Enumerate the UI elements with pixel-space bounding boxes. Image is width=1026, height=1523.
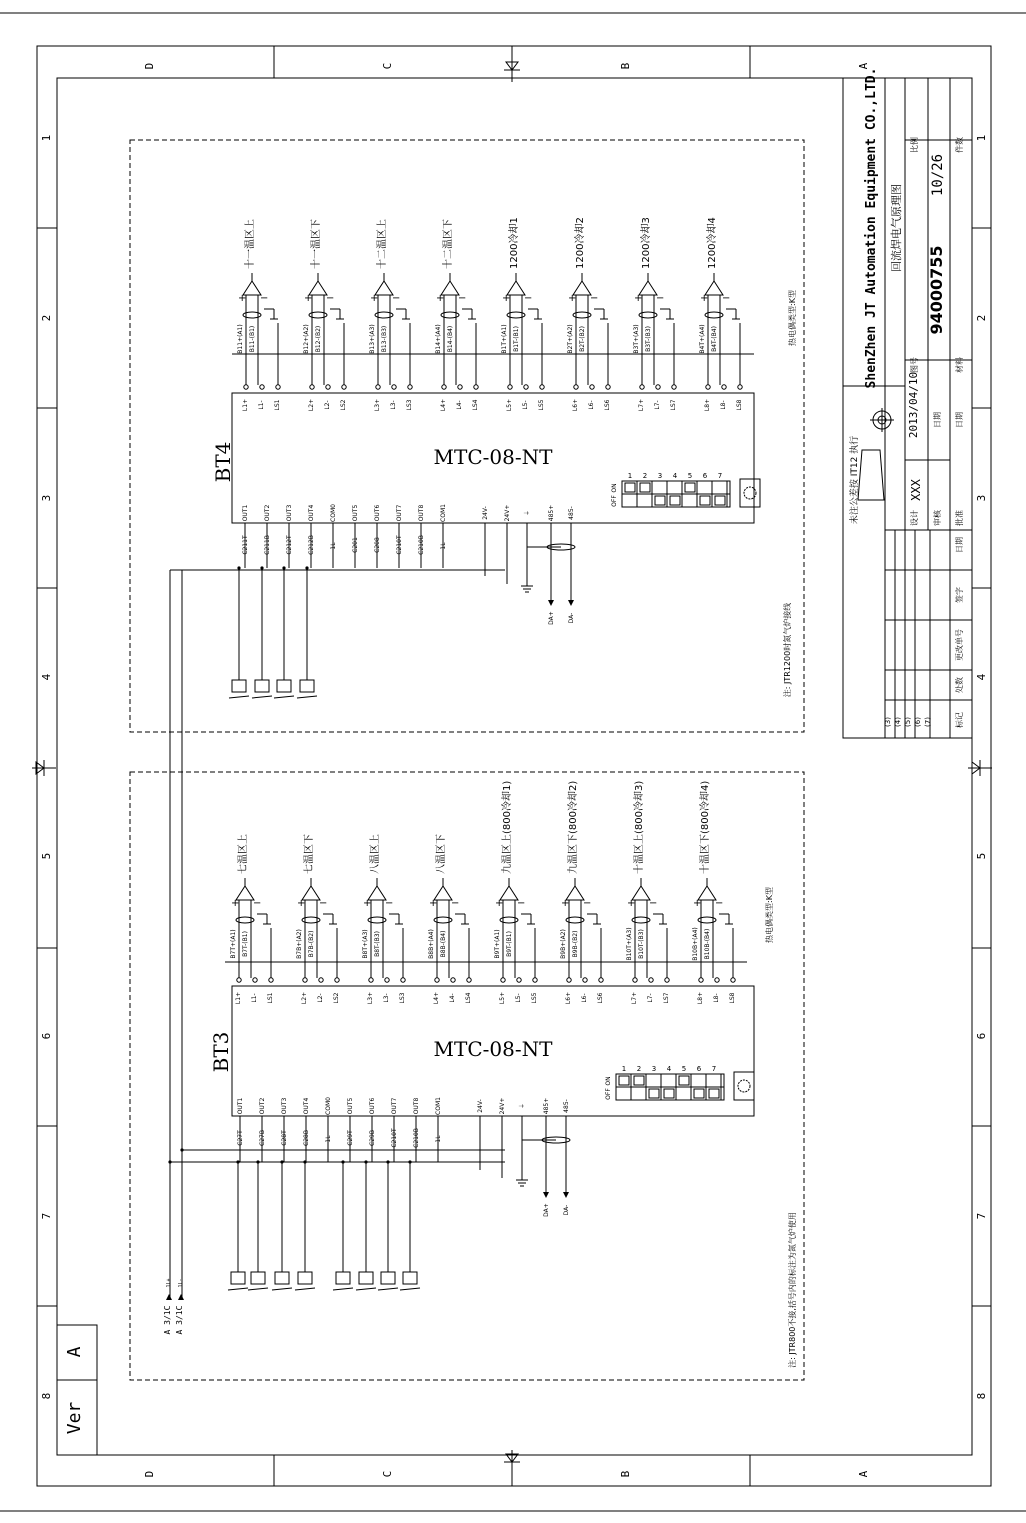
- wire-label: B2T+(A2): [567, 324, 574, 354]
- terminal-label: OUT3: [281, 1097, 288, 1115]
- terminal-label: LS2: [340, 399, 347, 411]
- output-wire-label: 1L-: [330, 540, 337, 550]
- terminal-label: 24V-: [477, 1099, 484, 1113]
- wire-label: B4T+(A4): [699, 324, 706, 354]
- terminal-label: L3+: [367, 991, 374, 1005]
- revision-marks: [884, 717, 932, 727]
- cross-reference: A 3/1C: [175, 1305, 184, 1335]
- qty-label: 件数: [955, 137, 964, 153]
- thermocouple-type-note: 热电偶类型:K型: [765, 887, 774, 943]
- zone-letter-b-bottom: B: [619, 1470, 632, 1478]
- terminal-label: L8-: [713, 993, 720, 1003]
- output-wire-label: C210T: [391, 1128, 398, 1148]
- module-bt4: [211, 217, 797, 698]
- change-no-label: 更改单号: [955, 629, 964, 661]
- wire-label: B3T+(A3): [633, 324, 640, 354]
- output-wire-label: C29T: [347, 1130, 354, 1146]
- wire-label: B8T+(A3): [362, 929, 369, 959]
- ver-label: Ver: [64, 1401, 85, 1435]
- material-label: 材料: [955, 357, 964, 373]
- output-wire-label: C201: [352, 537, 359, 553]
- sensor-label: 1200冷却4: [707, 217, 718, 269]
- dip-off-label: OFF: [605, 1088, 612, 1100]
- output-wire-label: 1L-: [435, 1133, 442, 1143]
- sensor-label: 八温区下: [436, 834, 447, 874]
- terminal-label: OUT7: [391, 1097, 398, 1115]
- terminal-label: L4-: [449, 993, 456, 1003]
- wire-label: B13+(A3): [369, 324, 376, 354]
- zone-letter-b-top: B: [619, 62, 632, 70]
- terminal-label: L7+: [638, 398, 645, 412]
- terminal-label: OUT6: [369, 1097, 376, 1115]
- rev-mark: (5): [904, 717, 912, 727]
- polarity-plus: +: [634, 293, 643, 304]
- zone-number-7-left: 7: [40, 1212, 53, 1220]
- polarity-minus: −: [326, 293, 335, 304]
- terminal-label: L1+: [235, 991, 242, 1005]
- terminal-label: LS8: [729, 992, 736, 1004]
- dip-number: 2: [642, 472, 648, 480]
- terminal-label: L6-: [588, 400, 595, 410]
- wire-label: B12-(B2): [315, 325, 322, 353]
- ssr-relay: [359, 1272, 373, 1284]
- polarity-minus: −: [656, 293, 665, 304]
- drawing-title: 回流焊电气原理图: [890, 184, 903, 272]
- zone-letter-a-bottom: A: [857, 1470, 870, 1478]
- wire-label: B9B-(B2): [572, 930, 579, 958]
- terminal-label: LS8: [736, 399, 743, 411]
- sensor-label: 九温区下(800冷却2): [568, 780, 579, 874]
- dip-number: 1: [621, 1065, 627, 1073]
- polarity-minus: −: [715, 898, 724, 909]
- review-label: 审核: [933, 510, 942, 526]
- wire-label: B8T-(B3): [374, 931, 381, 957]
- polarity-minus: −: [253, 898, 262, 909]
- output-wire-label: C27B: [259, 1130, 266, 1146]
- date-label-2: 日期: [955, 412, 964, 428]
- wire-label: B14-(B4): [447, 325, 454, 353]
- module-note: 注: JTR1200时氮气炉接线: [783, 602, 792, 698]
- output-wire-label: C212B: [308, 535, 315, 555]
- sensor-label: 七温区下: [304, 834, 315, 874]
- terminal-label: COM0: [330, 504, 337, 522]
- output-wire-label: C210T: [396, 535, 403, 555]
- polarity-plus: +: [561, 898, 570, 909]
- terminal-label: L3-: [383, 993, 390, 1003]
- date-value: 2013/04/10: [907, 371, 920, 439]
- terminal-label: L3-: [390, 400, 397, 410]
- sensor-label: 十一温区下: [311, 219, 322, 269]
- wire-label: B10T+(A3): [626, 927, 633, 961]
- terminal-label: COM1: [435, 1097, 442, 1115]
- terminal-label: L6+: [565, 991, 572, 1005]
- module-model: MTC-08-NT: [433, 1037, 553, 1061]
- zone-number-2-right: 2: [975, 314, 988, 322]
- sign-label: 签字: [955, 587, 964, 603]
- scale-label: 比例: [910, 137, 919, 153]
- output-wire-label: C208: [374, 537, 381, 553]
- wire-label: B7T-(B1): [242, 931, 249, 957]
- wire-label: B9T-(B1): [506, 931, 513, 957]
- rs485-label: DA+: [548, 611, 555, 625]
- rotary-switch: [740, 479, 760, 507]
- polarity-minus: −: [722, 293, 731, 304]
- dip-number: 6: [702, 472, 708, 480]
- terminal-label: L5+: [499, 991, 506, 1005]
- ssr-relay: [300, 680, 314, 692]
- ssr-relay: [232, 680, 246, 692]
- terminal-label: 24V+: [499, 1097, 506, 1115]
- dip-number: 7: [711, 1065, 717, 1073]
- zone-number-1-left: 1: [40, 134, 53, 142]
- terminal-label: OUT8: [413, 1097, 420, 1115]
- rs485-label: DA-: [563, 1204, 570, 1216]
- terminal-label: L5+: [506, 398, 513, 412]
- terminal-label: 485-: [563, 1099, 570, 1113]
- wire-label: B10T-(B3): [638, 929, 645, 959]
- terminal-label: OUT7: [396, 504, 403, 522]
- date-label-3: 日期: [955, 537, 964, 553]
- dip-number: 3: [651, 1065, 657, 1073]
- terminal-label: LS6: [597, 992, 604, 1004]
- wire-label: B10B-(B4): [704, 928, 711, 960]
- zone-number-8-left: 8: [40, 1392, 53, 1400]
- terminal-label: L2+: [301, 991, 308, 1005]
- sensor-label: 八温区上: [370, 834, 381, 874]
- count-label: 处数: [955, 677, 964, 693]
- wire-label: B11+(A1): [237, 324, 244, 354]
- ssr-relay: [255, 680, 269, 692]
- polarity-minus: −: [517, 898, 526, 909]
- rs485-label: DA-: [568, 612, 575, 624]
- terminal-label: LS7: [670, 399, 677, 411]
- polarity-plus: +: [700, 293, 709, 304]
- terminal-label: L8-: [720, 400, 727, 410]
- terminal-label: 485-: [568, 506, 575, 520]
- zone-number-6-left: 6: [40, 1032, 53, 1040]
- dip-number: 3: [657, 472, 663, 480]
- polarity-minus: −: [392, 293, 401, 304]
- sensor-label: 十温区下(800冷却4): [700, 780, 711, 874]
- polarity-plus: +: [627, 898, 636, 909]
- output-wire-label: C212T: [286, 535, 293, 555]
- terminal-label: L5-: [522, 400, 529, 410]
- polarity-minus: −: [649, 898, 658, 909]
- terminal-label: LS3: [399, 992, 406, 1004]
- module-model: MTC-08-NT: [433, 445, 553, 469]
- zone-letter-d-bottom: D: [143, 1470, 156, 1478]
- terminal-label: OUT6: [374, 504, 381, 522]
- polarity-minus: −: [451, 898, 460, 909]
- zone-letter-c-top: C: [381, 62, 394, 70]
- terminal-label: 24V-: [482, 506, 489, 520]
- cross-reference-wire: 1L+: [166, 1278, 172, 1288]
- output-wire-label: C211B: [264, 535, 271, 555]
- wire-label: B7B+(A2): [296, 929, 303, 959]
- polarity-minus: −: [385, 898, 394, 909]
- dip-number: 5: [687, 472, 693, 480]
- wire-label: B1T+(A1): [501, 324, 508, 354]
- terminal-label: L1+: [242, 398, 249, 412]
- terminal-label: LS2: [333, 992, 340, 1004]
- zone-number-8-right: 8: [975, 1392, 988, 1400]
- ssr-relay: [277, 680, 291, 692]
- sensor-label: 1200冷却1: [509, 217, 520, 269]
- output-wire-label: C28T: [281, 1130, 288, 1146]
- polarity-plus: +: [693, 898, 702, 909]
- terminal-label: COM0: [325, 1097, 332, 1115]
- wire-label: B3T-(B3): [645, 326, 652, 352]
- company-name: ShenZhen JT Automation Equipment CO.,LTD.: [864, 67, 879, 389]
- output-wire-label: 1L-: [325, 1133, 332, 1143]
- zone-number-3-left: 3: [40, 494, 53, 502]
- terminal-label: L2+: [308, 398, 315, 412]
- sensor-label: 1200冷却3: [641, 217, 652, 269]
- polarity-minus: −: [524, 293, 533, 304]
- thermocouple-type-note: 热电偶类型:K型: [788, 290, 797, 346]
- polarity-plus: +: [429, 898, 438, 909]
- output-wire-label: C210B: [413, 1128, 420, 1148]
- rev-mark: (6): [914, 717, 922, 727]
- ssr-relay: [403, 1272, 417, 1284]
- terminal-label: OUT1: [242, 504, 249, 522]
- zone-letter-a-top: A: [857, 62, 870, 70]
- wire-label: B12+(A2): [303, 324, 310, 354]
- rev-mark: (7): [924, 717, 932, 727]
- ssr-relay: [231, 1272, 245, 1284]
- wire-label: B1T-(B1): [513, 326, 520, 352]
- module-id: BT4: [211, 441, 235, 483]
- drawing-number: 94000755: [927, 245, 946, 335]
- terminal-label: ⏚: [519, 1102, 526, 1110]
- polarity-plus: +: [304, 293, 313, 304]
- designer-value: XXX: [909, 479, 923, 501]
- wire-label: B7T+(A1): [230, 929, 237, 959]
- rev-mark: (4): [894, 717, 902, 727]
- ssr-relay: [298, 1272, 312, 1284]
- wire-label: B8B+(A4): [428, 929, 435, 959]
- dip-number: 5: [681, 1065, 687, 1073]
- output-wire-label: C28B: [303, 1130, 310, 1146]
- terminal-label: L8+: [704, 398, 711, 412]
- sensor-label: 十一温区上: [245, 219, 256, 269]
- sensor-label: 十二温区下: [443, 219, 454, 269]
- dip-number: 1: [627, 472, 633, 480]
- terminal-label: OUT1: [237, 1097, 244, 1115]
- zone-number-4-left: 4: [40, 673, 53, 681]
- terminal-label: L1-: [258, 400, 265, 410]
- mark-label: 标记: [955, 712, 964, 728]
- zone-number-5-right: 5: [975, 852, 988, 860]
- zone-letter-c-bottom: C: [381, 1470, 394, 1478]
- dip-number: 6: [696, 1065, 702, 1073]
- terminal-label: OUT2: [259, 1097, 266, 1115]
- polarity-minus: −: [319, 898, 328, 909]
- terminal-label: LS5: [538, 399, 545, 411]
- terminal-label: L5-: [515, 993, 522, 1003]
- dip-on-label: ON: [605, 1076, 612, 1086]
- cross-reference-wire: 1L-: [178, 1278, 184, 1288]
- polarity-plus: +: [297, 898, 306, 909]
- terminal-label: L6-: [581, 993, 588, 1003]
- terminal-label: L3+: [374, 398, 381, 412]
- dip-number: 2: [636, 1065, 642, 1073]
- sensor-label: 十温区上(800冷却3): [634, 780, 645, 874]
- wire-label: B9B+(A2): [560, 929, 567, 959]
- dip-on-label: ON: [611, 483, 618, 493]
- ssr-relay: [251, 1272, 265, 1284]
- terminal-label: L7+: [631, 991, 638, 1005]
- polarity-plus: +: [231, 898, 240, 909]
- terminal-label: 485+: [543, 1097, 550, 1115]
- dip-number: 4: [666, 1065, 672, 1073]
- wire-label: B9T+(A1): [494, 929, 501, 959]
- module-note: 注: JTR800不接,括号内的标注为氮气炉使用: [788, 1212, 797, 1368]
- version-box: [57, 1325, 97, 1455]
- terminal-label: L6+: [572, 398, 579, 412]
- wire-label: B8B-(B4): [440, 930, 447, 958]
- sheet-number: 10/26: [930, 153, 946, 197]
- output-wire-label: C211T: [242, 535, 249, 555]
- terminal-label: LS6: [604, 399, 611, 411]
- terminal-label: OUT5: [352, 504, 359, 522]
- sensor-label: 九温区上(800冷却1): [502, 780, 513, 874]
- rev-mark: (3): [884, 717, 892, 727]
- polarity-minus: −: [458, 293, 467, 304]
- module-bt3: [209, 781, 797, 1368]
- ssr-relay: [381, 1272, 395, 1284]
- terminal-label: LS7: [663, 992, 670, 1004]
- wire-label: B7B-(B2): [308, 930, 315, 958]
- zone-number-5-left: 5: [40, 852, 53, 860]
- approve-label: 批准: [955, 510, 964, 526]
- polarity-minus: −: [583, 898, 592, 909]
- terminal-label: LS3: [406, 399, 413, 411]
- output-wire-label: C27T: [237, 1130, 244, 1146]
- title-block: [843, 68, 972, 738]
- output-wire-label: C210B: [418, 535, 425, 555]
- polarity-plus: +: [363, 898, 372, 909]
- wire-label: B11-(B1): [249, 325, 256, 353]
- wire-label: B10B+(A4): [692, 927, 699, 961]
- projection-symbol: [858, 408, 894, 500]
- terminal-label: OUT4: [303, 1097, 310, 1115]
- terminal-label: LS5: [531, 992, 538, 1004]
- polarity-minus: −: [260, 293, 269, 304]
- terminal-label: LS4: [465, 992, 472, 1004]
- dip-number: 7: [717, 472, 723, 480]
- wire-label: B4T-(B4): [711, 326, 718, 352]
- zone-letter-d-top: D: [143, 62, 156, 70]
- terminal-label: L4+: [433, 991, 440, 1005]
- zone-number-6-right: 6: [975, 1032, 988, 1040]
- wire-label: B13-(B3): [381, 325, 388, 353]
- sensor-label: 1200冷却2: [575, 217, 586, 269]
- terminal-label: L7-: [654, 400, 661, 410]
- wire-label: B2T-(B2): [579, 326, 586, 352]
- terminal-label: OUT2: [264, 504, 271, 522]
- terminal-label: LS4: [472, 399, 479, 411]
- polarity-minus: −: [590, 293, 599, 304]
- polarity-plus: +: [238, 293, 247, 304]
- zone-number-2-left: 2: [40, 314, 53, 322]
- wire-label: B14+(A4): [435, 324, 442, 354]
- terminal-label: L2-: [317, 993, 324, 1003]
- zone-number-7-right: 7: [975, 1212, 988, 1220]
- polarity-plus: +: [436, 293, 445, 304]
- terminal-label: LS1: [267, 992, 274, 1004]
- date-label-1: 日期: [933, 412, 942, 428]
- sensor-label: 十二温区上: [377, 219, 388, 269]
- zone-number-3-right: 3: [975, 494, 988, 502]
- bt4-boundary: [130, 140, 804, 732]
- terminal-label: LS1: [274, 399, 281, 411]
- polarity-plus: +: [502, 293, 511, 304]
- terminal-label: L1-: [251, 993, 258, 1003]
- terminal-label: OUT8: [418, 504, 425, 522]
- ver-value: A: [64, 1346, 85, 1358]
- polarity-plus: +: [370, 293, 379, 304]
- inner-frame: [57, 78, 972, 1455]
- drawing-no-label: 图号: [910, 357, 919, 373]
- terminal-label: OUT3: [286, 504, 293, 522]
- terminal-label: L4+: [440, 398, 447, 412]
- terminal-label: L7-: [647, 993, 654, 1003]
- terminal-label: COM1: [440, 504, 447, 522]
- terminal-label: ⏚: [524, 509, 531, 517]
- terminal-label: 24V+: [504, 504, 511, 522]
- output-wire-label: 1L-: [440, 540, 447, 550]
- zone-number-4-right: 4: [975, 673, 988, 681]
- design-label: 设计: [910, 510, 919, 526]
- terminal-label: OUT4: [308, 504, 315, 522]
- module-id: BT3: [209, 1031, 233, 1073]
- cross-references: [163, 570, 505, 1334]
- zone-number-1-right: 1: [975, 134, 988, 142]
- terminal-label: L8+: [697, 991, 704, 1005]
- rs485-label: DA+: [543, 1203, 550, 1217]
- cross-reference: A 3/1C: [163, 1305, 172, 1335]
- dip-off-label: OFF: [611, 495, 618, 507]
- ssr-relay: [275, 1272, 289, 1284]
- terminal-label: L2-: [324, 400, 331, 410]
- dip-number: 4: [672, 472, 678, 480]
- terminal-label: OUT5: [347, 1097, 354, 1115]
- polarity-plus: +: [568, 293, 577, 304]
- tolerance-note: 未注公差按 IT12 执行: [850, 435, 860, 525]
- ssr-relay: [336, 1272, 350, 1284]
- rotary-switch: [734, 1072, 754, 1100]
- polarity-plus: +: [495, 898, 504, 909]
- terminal-label: 485+: [548, 504, 555, 522]
- sensor-label: 七温区上: [238, 834, 249, 874]
- output-wire-label: C29B: [369, 1130, 376, 1146]
- terminal-label: L4-: [456, 400, 463, 410]
